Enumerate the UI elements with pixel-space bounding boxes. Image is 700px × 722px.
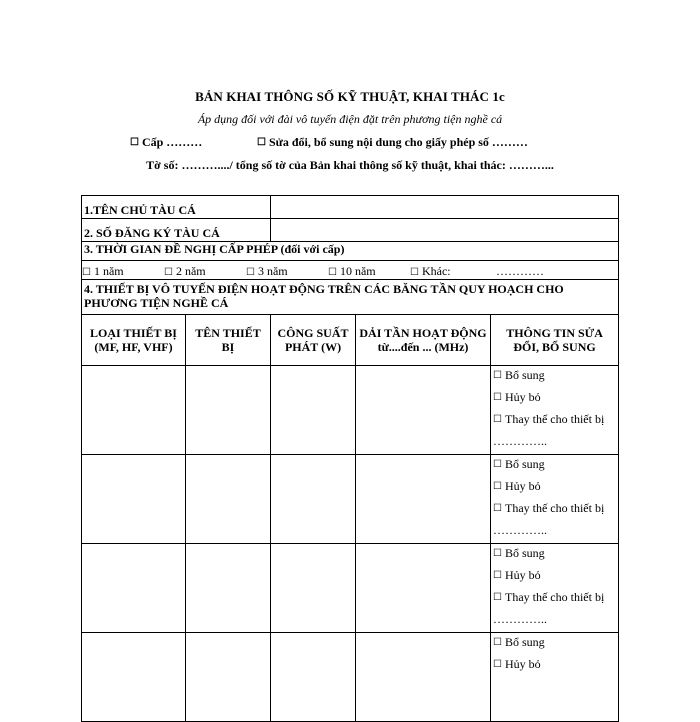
replace-dots: ………….. [493, 523, 548, 537]
document-subtitle: Áp dụng đối với đài vô tuyến điện đặt trên phương tiện nghề cá [197, 112, 503, 126]
frequency-cell[interactable] [356, 544, 491, 633]
document-title: BẢN KHAI THÔNG SỐ KỸ THUẬT, KHAI THÁC 1c [195, 89, 505, 104]
checkbox-icon[interactable]: ☐ [328, 267, 337, 278]
header-change-info: THÔNG TIN SỬA ĐỔI, BỔ SUNG [491, 315, 619, 366]
header-power: CÔNG SUẤT PHÁT (W) [271, 315, 356, 366]
checkbox-icon[interactable]: ☐ [493, 637, 502, 648]
device-name-cell[interactable] [186, 544, 271, 633]
owner-row [82, 196, 619, 219]
checkbox-icon[interactable]: ☐ [493, 459, 502, 470]
replace-dots: ………….. [493, 612, 548, 626]
frequency-cell[interactable] [356, 455, 491, 544]
duration-option-3-years[interactable]: ☐ 3 năm [246, 264, 288, 278]
power-cell[interactable] [271, 455, 356, 544]
option-replace[interactable]: ☐ Thay thế cho thiết bị [493, 590, 605, 604]
owner-value-field[interactable] [271, 196, 619, 219]
option-cancel[interactable]: ☐ Hủy bỏ [493, 657, 541, 671]
frequency-cell[interactable] [356, 633, 491, 722]
option-modify-label: Sửa đổi, bổ sung nội dung cho giấy phép số ……… [268, 135, 528, 149]
checkbox-icon[interactable]: ☐ [257, 137, 266, 148]
option-replace[interactable]: ☐ Thay thế cho thiết bị [493, 412, 605, 426]
registration-value-field[interactable] [271, 219, 619, 242]
checkbox-icon[interactable]: ☐ [493, 592, 502, 603]
option-add[interactable]: ☐ Bổ sung [493, 368, 545, 382]
equipment-title-row [82, 280, 619, 315]
checkbox-icon[interactable]: ☐ [493, 659, 502, 670]
option-cancel[interactable]: ☐ Hủy bỏ [493, 479, 541, 493]
option-add[interactable]: ☐ Bổ sung [493, 457, 545, 471]
checkbox-icon[interactable]: ☐ [493, 414, 502, 425]
registration-label: 2. SỐ ĐĂNG KÝ TÀU CÁ [82, 219, 271, 242]
device-type-cell[interactable] [82, 366, 186, 455]
option-cancel[interactable]: ☐ Hủy bỏ [493, 568, 541, 582]
power-cell[interactable] [271, 633, 356, 722]
frequency-cell[interactable] [356, 366, 491, 455]
sheet-count-line: Tờ số: ………..../ tổng số tờ của Bản khai thông số kỹ thuật, khai thác: ………... [146, 158, 554, 172]
declaration-table [81, 195, 619, 722]
duration-option-other[interactable]: ☐ Khác: [410, 264, 451, 278]
device-name-cell[interactable] [186, 455, 271, 544]
header-device-type: LOẠI THIẾT BỊ (MF, HF, VHF) [82, 315, 186, 366]
checkbox-icon[interactable]: ☐ [82, 267, 91, 278]
checkbox-icon[interactable]: ☐ [493, 570, 502, 581]
option-new-license[interactable] [130, 135, 202, 149]
checkbox-icon[interactable]: ☐ [246, 267, 255, 278]
checkbox-icon[interactable]: ☐ [493, 481, 502, 492]
change-info-cell [491, 366, 619, 455]
header-frequency-range: DẢI TẦN HOẠT ĐỘNG từ....đến ... (MHz) [356, 315, 491, 366]
duration-options-row [82, 261, 619, 280]
checkbox-icon[interactable]: ☐ [493, 503, 502, 514]
duration-option-2-years[interactable]: ☐ 2 năm [164, 264, 206, 278]
device-type-cell[interactable] [82, 455, 186, 544]
option-add[interactable]: ☐ Bổ sung [493, 546, 545, 560]
device-name-cell[interactable] [186, 633, 271, 722]
device-type-cell[interactable] [82, 633, 186, 722]
power-cell[interactable] [271, 366, 356, 455]
duration-option-1-year[interactable]: ☐ 1 năm [82, 264, 124, 278]
duration-other-dots: ………… [496, 264, 544, 278]
option-add[interactable]: ☐ Bổ sung [493, 635, 545, 649]
owner-label: 1.TÊN CHỦ TÀU CÁ [82, 196, 271, 219]
replace-dots: ………….. [493, 434, 548, 448]
table-header-row [82, 315, 619, 366]
change-info-cell [491, 544, 619, 633]
duration-label: 3. THỜI GIAN ĐỀ NGHỊ CẤP PHÉP (đối với cấp) [82, 242, 619, 261]
option-modify-license[interactable] [257, 135, 528, 150]
power-cell[interactable] [271, 544, 356, 633]
checkbox-icon[interactable]: ☐ [493, 548, 502, 559]
table-row [82, 633, 619, 722]
table-row [82, 544, 619, 633]
device-name-cell[interactable] [186, 366, 271, 455]
option-replace[interactable]: ☐ Thay thế cho thiết bị [493, 501, 605, 515]
checkbox-icon[interactable]: ☐ [493, 370, 502, 381]
change-info-cell [491, 455, 619, 544]
equipment-label: 4. THIẾT BỊ VÔ TUYẾN ĐIỆN HOẠT ĐỘNG TRÊN CÁC BĂNG TẦN QUY HOẠCH CHO PHƯƠNG TIỆN NGHỀ CÁ [82, 280, 619, 315]
checkbox-icon[interactable]: ☐ [493, 392, 502, 403]
header-device-name: TÊN THIẾT BỊ [186, 315, 271, 366]
table-row [82, 366, 619, 455]
change-info-cell [491, 633, 619, 722]
duration-options [82, 261, 619, 280]
request-type-line [130, 135, 630, 150]
table-row [82, 455, 619, 544]
checkbox-icon[interactable]: ☐ [130, 137, 139, 148]
option-cancel[interactable]: ☐ Hủy bỏ [493, 390, 541, 404]
duration-option-10-years[interactable]: ☐ 10 năm [328, 264, 376, 278]
checkbox-icon[interactable]: ☐ [164, 267, 173, 278]
device-type-cell[interactable] [82, 544, 186, 633]
option-new-label: Cấp ……… [141, 135, 203, 149]
checkbox-icon[interactable]: ☐ [410, 267, 419, 278]
registration-row [82, 219, 619, 242]
duration-title-row [82, 242, 619, 261]
